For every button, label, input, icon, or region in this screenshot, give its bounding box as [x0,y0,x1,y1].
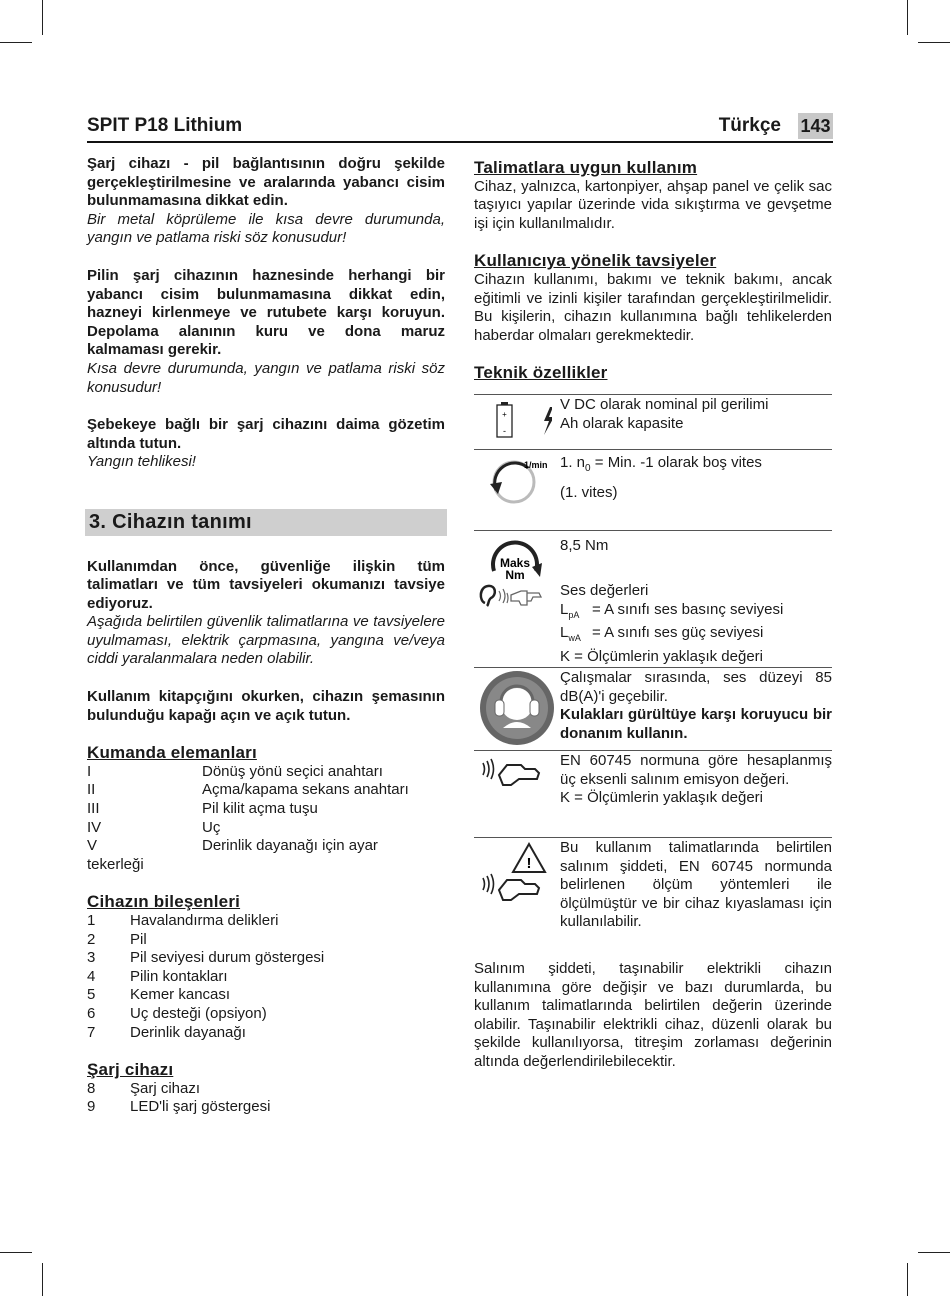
vibration-warning-icon [474,838,560,938]
list-item: III Pil kilit açma tuşu [87,800,318,818]
list-item: 9 LED'li şarj göstergesi [87,1098,271,1116]
user-advice-text: Cihazın kullanımı, bakımı ve teknik bakımı, ancak eğitimli ve izinli kişiler tarafından gerçekleştirilmelidir. Bu kişilerin, cihazın kullanımına bağlı tehlikelerden haberdar olmaları gerekmektedir. [474,270,832,344]
right-column [474,159,832,1072]
list-item: 5 Kemer kancası [87,986,231,1004]
spec-no-load-speed: 1. $n_0$ = Min. -1 olarak boş vites [560,453,762,474]
vibration-icon [474,751,560,837]
vibration-note: Salınım şiddeti, taşınabilir elektrikli cihazın kullanımına göre değişir ve bazı durumlarda, bu kullanım talimatlarında belirtilen değerin üzerinde olabilir. Taşınabilir elektrikli cihaz, düzenli olarak bu şekilde kullanılıyorsa, titreşim zorlaması değerinin altında değerlendirilebilecektir. [474,959,832,1070]
intended-use-heading: Talimatlara uygun kullanım [474,158,698,177]
list-item: V Derinlik dayanağı için ayar [87,837,378,855]
spec-gear: (1. vites) [560,483,618,501]
crop-mark [918,42,950,43]
controls-list [87,763,445,875]
charger-heading: Şarj cihazı [87,1060,174,1080]
charger-list [87,1080,445,1117]
icon-label: Maks [499,555,531,570]
components-heading: Cihazın bileşenleri [87,892,241,912]
list-item: 6 Uç desteği (opsiyon) [87,1004,267,1022]
components-list [87,912,445,1042]
list-item: 7 Derinlik dayanağı [87,1023,246,1041]
warning-bold: Şebekeye bağlı bir şarj cihazını daima gözetim altında tutun. [87,416,445,452]
crop-mark [0,42,32,43]
language-label: Türkçe [718,115,781,136]
list-item: 2 Pil [87,930,147,948]
svg-text:+: + [502,409,507,419]
list-item: 8 Şarj cihazı [87,1079,201,1097]
icon-label: 1/min [524,459,548,470]
table-row [474,450,832,531]
table-row [474,581,832,668]
svg-text:-: - [503,425,506,436]
crop-mark [42,1263,43,1296]
intended-use-text: Cihaz, yalnızca, kartonpiyer, ahşap panel ve çelik sac taşıyıcı yapılar üzerinde vida sıkıştırma ve gevşetme işi için kullanılmalıdır. [474,177,832,232]
spec-voltage: V DC olarak nominal pil gerilimi [560,395,769,413]
crop-mark [918,1252,950,1253]
warning-bold: Pilin şarj cihazının haznesinde herhangi bir yabancı cisim bulunmamasına dikkat edin, hazneyi kirlenmeye ve rutubete karşı koruyun. Depolama alanının kuru ve dona maruz kalmaması gerekir. [87,266,445,359]
list-item: IV Uç [87,818,221,836]
noise-warning: Çalışmalar sırasında, ses düzeyi 85 dB(A)'i geçebilir. [560,668,832,705]
sound-icon [474,581,560,667]
crop-mark [42,0,43,35]
list-item: I Dönüş yönü seçici anahtarı [87,762,383,780]
battery-icon [474,395,560,449]
cell-text [560,395,832,449]
spec-capacity: Ah olarak kapasite [560,414,684,432]
spec-sound-title: Ses değerleri [560,581,649,599]
intro-bold: Kullanım kitapçığını okurken, cihazın şemasının bulunduğu kapağı açın ve açık tutun. [87,688,445,724]
controls-heading: Kumanda elemanları [87,743,257,763]
table-row [474,751,832,838]
crop-mark [907,0,908,35]
table-row [474,395,832,450]
table-row [474,531,832,581]
crop-mark [0,1252,32,1253]
document-title: SPIT P18 Lithium [87,115,243,136]
spec-sound-pressure: $L_{pA}$ = A sınıfı ses basınç seviyesi [560,600,784,620]
list-item: 1 Havalandırma delikleri [87,912,279,929]
warning-bold: Şarj cihazı - pil bağlantısının doğru şekilde gerçekleştirilmesine ve aralarında yabancı cisim bulunmamasına dikkat edin. [87,155,445,210]
specs-table [474,394,832,938]
vibration-value: EN 60745 normuna göre hesaplanmış üç eksenli salınım emisyon değeri. [560,751,832,788]
intro-bold: Kullanımdan önce, güvenliğe ilişkin tüm talimatları ve tüm tavsiyeleri okumanızı tavsiye ediyoruz. [87,557,445,612]
page-number: 143 [798,113,833,139]
torque-icon [474,531,560,581]
cell-text [560,450,832,530]
list-item-wrap: tekerleği [87,855,144,873]
warning-italic: Kısa devre durumunda, yangın ve patlama riski söz konusudur! [87,359,445,396]
list-item: 4 Pilin kontakları [87,967,228,985]
cell-text [560,751,832,837]
intro-italic: Aşağıda belirtilen güvenlik talimatlarına ve tavsiyelere uyulmaması, elektrik çarpmasına, yangına ve/veya ciddi yaralanmalara neden olabilir. [87,613,445,668]
spec-uncertainty: K = Ölçümlerin yaklaşık değeri [560,647,763,665]
list-item: 3 Pil seviyesi durum göstergesi [87,949,325,967]
left-column [87,155,445,1117]
table-row [474,668,832,751]
vibration-uncertainty: K = Ölçümlerin yaklaşık değeri [560,789,763,807]
spec-sound-power: $L_{wA}$ = A sınıfı ses güç seviyesi [560,624,764,644]
list-item: II Açma/kapama sekans anahtarı [87,781,409,799]
icon-label: Nm [505,567,525,582]
noise-instruction: Kulakları gürültüye karşı koruyucu bir donanım kullanın. [560,706,832,742]
cell-text [560,668,832,750]
technical-specs-heading: Teknik özellikler [474,363,608,383]
cell-text: Bu kullanım talimatlarında belirtilen salınım şiddeti, EN 60745 normunda belirlenen ölçüm yöntemleri ile ölçülmüştür ve bir cihaz kıyaslaması için kullanılabilir. [560,838,832,931]
ear-protection-icon [474,668,560,750]
user-advice-heading: Kullanıcıya yönelik tavsiyeler [474,251,717,271]
crop-mark [907,1263,908,1296]
page-header [87,113,833,143]
svg-text:!: ! [526,854,532,872]
cell-text: 8,5 Nm [560,536,609,554]
cell-text [560,581,832,667]
warning-italic: Bir metal köprüleme ile kısa devre durumunda, yangın ve patlama riski söz konusudur! [87,210,445,247]
rotation-speed-icon [474,450,560,530]
section-title: 3. Cihazın tanımı [85,509,447,536]
warning-italic: Yangın tehlikesi! [87,453,196,471]
table-row [474,838,832,938]
